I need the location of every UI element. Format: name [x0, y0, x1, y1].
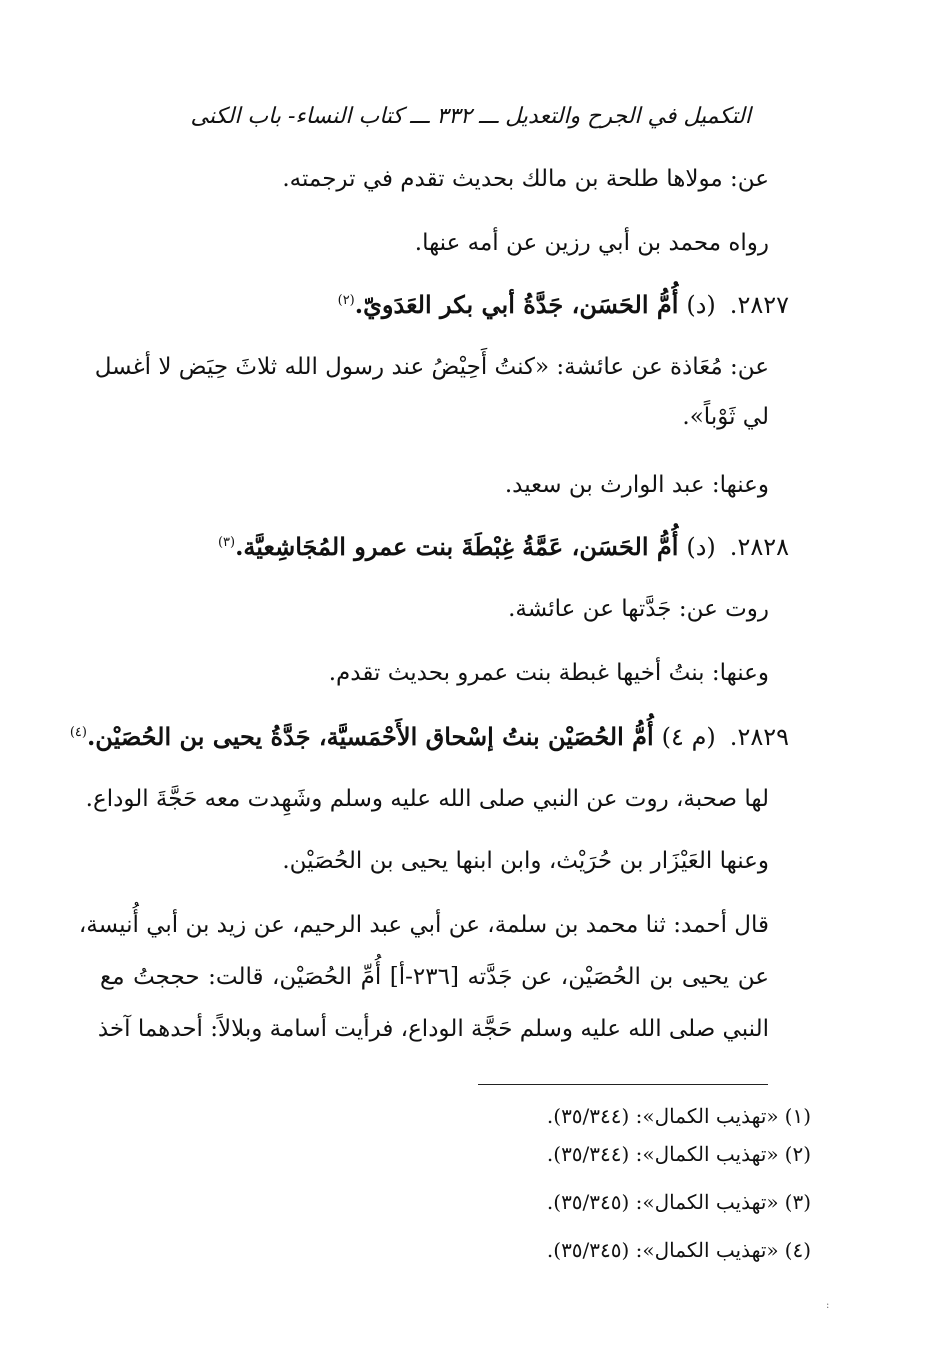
footnote-number: (٣) [784, 1190, 811, 1214]
entry-title: أُمُّ الحَسَن، جَدَّةُ أبي بكر العَدَويّ. [354, 290, 679, 319]
text-line: عن يحيى بن الحُصَيْن، عن جَدَّته [٢٣٦-أ] أُمِّ الحُصَيْن، قالت: حججتُ مع [100, 964, 769, 990]
entry-number: ٢٨٢٧. [729, 291, 789, 319]
text-line: وعنها: بنتُ أخيها غبطة بنت عمرو بحديث تقدم. [328, 660, 769, 686]
footnote [547, 1238, 811, 1262]
entry-number: ٢٨٢٩. [729, 723, 789, 751]
text-line: وعنها: عبد الوارث بن سعيد. [504, 472, 769, 498]
footnote-number: (١) [784, 1104, 811, 1128]
footnote-ref: (٣) [217, 535, 236, 550]
entry-heading [218, 532, 789, 561]
text-line: عن: مُعَاذة عن عائشة: «كنتُ أَحِيْضُ عند رسول الله ثلاثَ حِيَض لا أغسل [94, 354, 769, 380]
footnote-divider [478, 1084, 768, 1085]
text-line: رواه محمد بن أبي رزين عن أمه عنها. [414, 230, 769, 256]
text-line: قال أحمد: ثنا محمد بن سلمة، عن أبي عبد الرحيم، عن زيد بن أبي أُنيسة، [78, 912, 769, 938]
entry-code: (د) [686, 533, 716, 561]
footnote-text: «تهذيب الكمال»: (٣٥/٣٤٥). [546, 1190, 779, 1214]
text-line: عن: مولاها طلحة بن مالك بحديث تقدم في ترجمته. [282, 166, 769, 192]
entry-title: أُمُّ الحُصَيْن بنتُ إسْحاق الأَحْمَسيَّة، جَدَّةُ يحيى بن الحُصَيْن. [86, 722, 654, 751]
running-header: التكميل في الجرح والتعديل ـــ ٣٣٢ ـــ كتاب النساء- باب الكنى [190, 104, 751, 129]
scan-speck: : [826, 1300, 830, 1311]
entry-title: أُمُّ الحَسَن، عَمَّةُ غِبْطَةَ بنت عمرو المُجَاشِعيَّة. [235, 532, 679, 561]
text-line: لي ثَوْباً». [682, 404, 769, 430]
entry-code: (د) [686, 291, 716, 319]
entry-number: ٢٨٢٨. [729, 533, 789, 561]
footnote-number: (٢) [784, 1142, 811, 1166]
footnote [547, 1142, 811, 1166]
entry-code: (م ٤) [661, 723, 716, 751]
footnote [547, 1190, 811, 1214]
footnote-text: «تهذيب الكمال»: (٣٥/٣٤٤). [546, 1142, 779, 1166]
text-line: وعنها العَيْزَار بن حُرَيْث، وابن ابنها يحيى بن الحُصَيْن. [282, 848, 769, 874]
footnote-ref: (٢) [337, 293, 355, 308]
text-line: لها صحبة، روت عن النبي صلى الله عليه وسلم وشَهِدت معه حَجَّةَ الوداع. [85, 786, 769, 812]
text-line: النبي صلى الله عليه وسلم حَجَّة الوداع، فرأيت أسامة وبلالاً: أحدهما آخذ [97, 1016, 769, 1042]
footnote-text: «تهذيب الكمال»: (٣٥/٣٤٤). [546, 1104, 779, 1128]
footnote-text: «تهذيب الكمال»: (٣٥/٣٤٥). [546, 1238, 779, 1262]
entry-heading [70, 722, 789, 751]
footnote-number: (٤) [784, 1238, 811, 1262]
entry-heading [338, 290, 789, 319]
footnote [547, 1104, 811, 1128]
footnote-ref: (٤) [69, 725, 87, 740]
text-line: روت عن: جَدَّتها عن عائشة. [508, 596, 769, 622]
